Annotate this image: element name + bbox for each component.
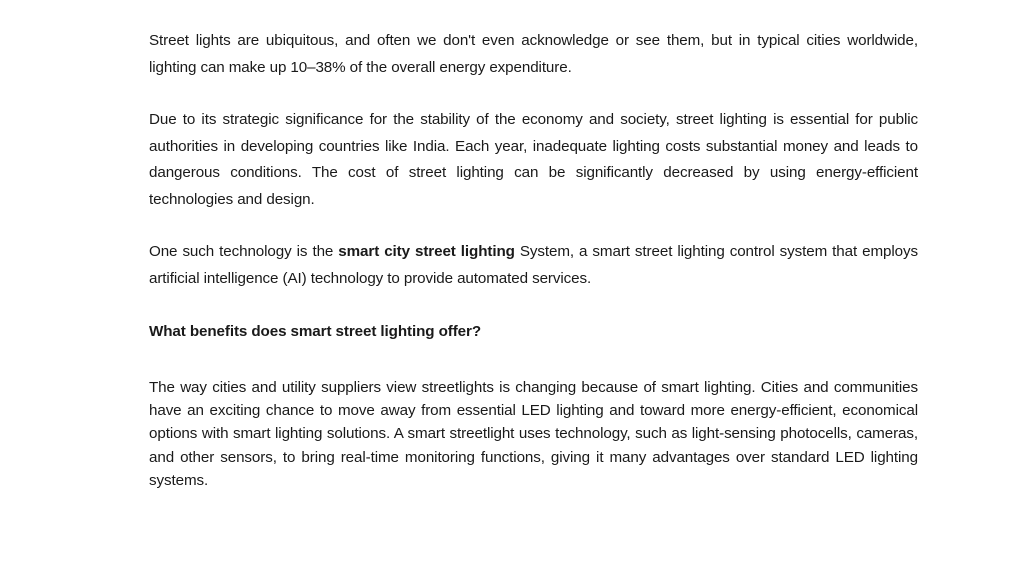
paragraph-energy-expenditure: Street lights are ubiquitous, and often we don't even acknowledge or see them, but in typical cities worldwide, lighting can make up 10–38% of the overall energy expenditure. bbox=[149, 32, 918, 76]
document-body bbox=[149, 28, 918, 492]
paragraph-text: System, a smart street lighting control system that employs artificial intelligence (AI) technology to provide automated services. bbox=[149, 243, 918, 287]
paragraph-strategic-significance: Due to its strategic significance for the stability of the economy and society, street lighting is essential for public authorities in developing countries like India. Each year, inadequate lighting costs substantial money and leads to dangerous conditions. The cost of street lighting can be significantly decreased by using energy-efficient technologies and design. bbox=[149, 111, 918, 208]
smart-lighting-link-text: smart city street lighting bbox=[338, 243, 515, 260]
paragraph-text: One such technology is the bbox=[149, 243, 339, 260]
section-heading: What benefits does smart street lighting offer? bbox=[149, 323, 481, 340]
paragraph-smart-technology bbox=[149, 239, 918, 292]
paragraph-smart-lighting-benefits: The way cities and utility suppliers view streetlights is changing because of smart lighting. Cities and communities have an exciting chance to move away from essential LED lighting and toward more energy-efficient, economical options with smart lighting solutions. A smart streetlight uses technology, such as light-sensing photocells, cameras, and other sensors, to bring real-time monitoring functions, giving it many advantages over standard LED lighting systems. bbox=[149, 379, 918, 489]
